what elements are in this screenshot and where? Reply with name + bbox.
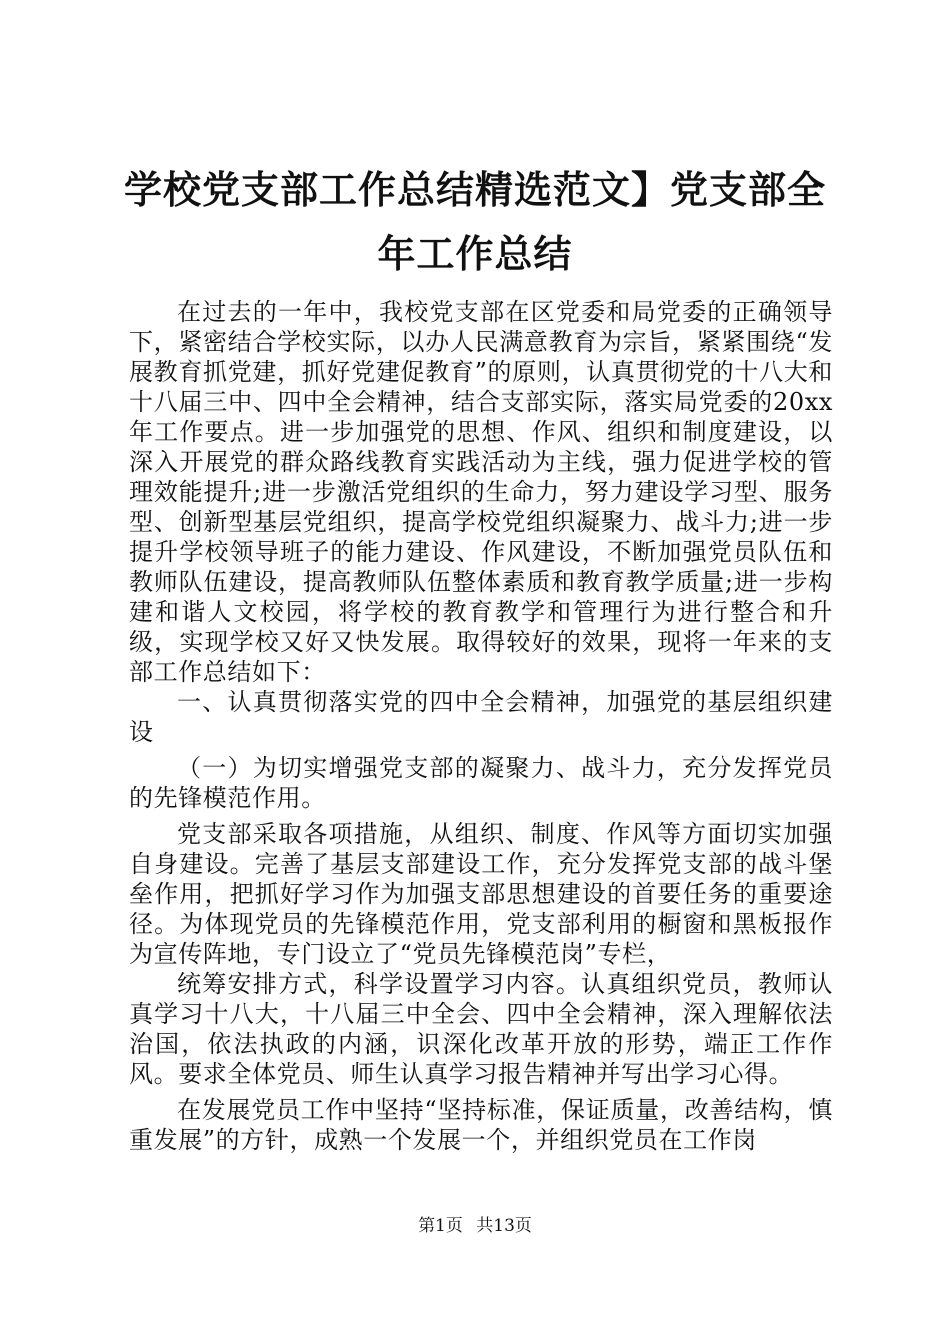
paragraph-measures: 党支部采取各项措施，从组织、制度、作风等方面切实加强自身建设。完善了基层支部建设工作，充分发挥党支部的战斗堡垒作用，把抓好学习作为加强支部思想建设的首要任务的重要途径。为体现党员的先锋模范作用，党支部利用的橱窗和黑板报作为宣传阵地，专门设立了“党员先锋模范岗”专栏， [129,820,833,968]
page-number: 第1页 [418,1216,463,1236]
page-footer [0,1214,950,1238]
paragraph-intro: 在过去的一年中，我校党支部在区党委和局党委的正确领导下，紧密结合学校实际，以办人民满意教育为宗旨，紧紧围绕“发展教育抓党建，抓好党建促教育”的原则，认真贯彻党的十八大和十八届三中、四中全会精神，结合支部实际，落实局党委的20xx年工作要点。进一步加强党的思想、作风、组织和制度建设，以深入开展党的群众路线教育实践活动为主线，强力促进学校的管理效能提升;进一步激活党组织的生命力，努力建设学习型、服务型、创新型基层党组织，提高学校党组织凝聚力、战斗力;进一步提升学校领导班子的能力建设、作风建设，不断加强党员队伍和教师队伍建设，提高教师队伍整体素质和教育教学质量;进一步构建和谐人文校园，将学校的教育教学和管理行为进行整合和升级，实现学校又好又快发展。取得较好的效果，现将一年来的支部工作总结如下： [129,298,833,686]
paragraph-study: 统筹安排方式，科学设置学习内容。认真组织党员，教师认真学习十八大，十八届三中全会、四中全会精神，深入理解依法治国，依法执政的内涵，识深化改革开放的形势，端正工作作风。要求全体党员、师生认真学习报告精神并写出学习心得。 [129,970,833,1088]
subsection-heading-1: （一）为切实增强党支部的凝聚力、战斗力，充分发挥党员的先锋模范作用。 [129,754,833,812]
paragraph-recruitment: 在发展党员工作中坚持“坚持标准，保证质量，改善结构，慎重发展”的方针，成熟一个发展一个，并组织党员在工作岗 [129,1096,833,1154]
document-title: 学校党支部工作总结精选范文】党支部全年工作总结 [123,167,826,276]
document-body [129,297,833,1155]
page-total: 共13页 [476,1216,532,1236]
section-heading-1: 一、认真贯彻落实党的四中全会精神，加强党的基层组织建设 [129,688,833,746]
